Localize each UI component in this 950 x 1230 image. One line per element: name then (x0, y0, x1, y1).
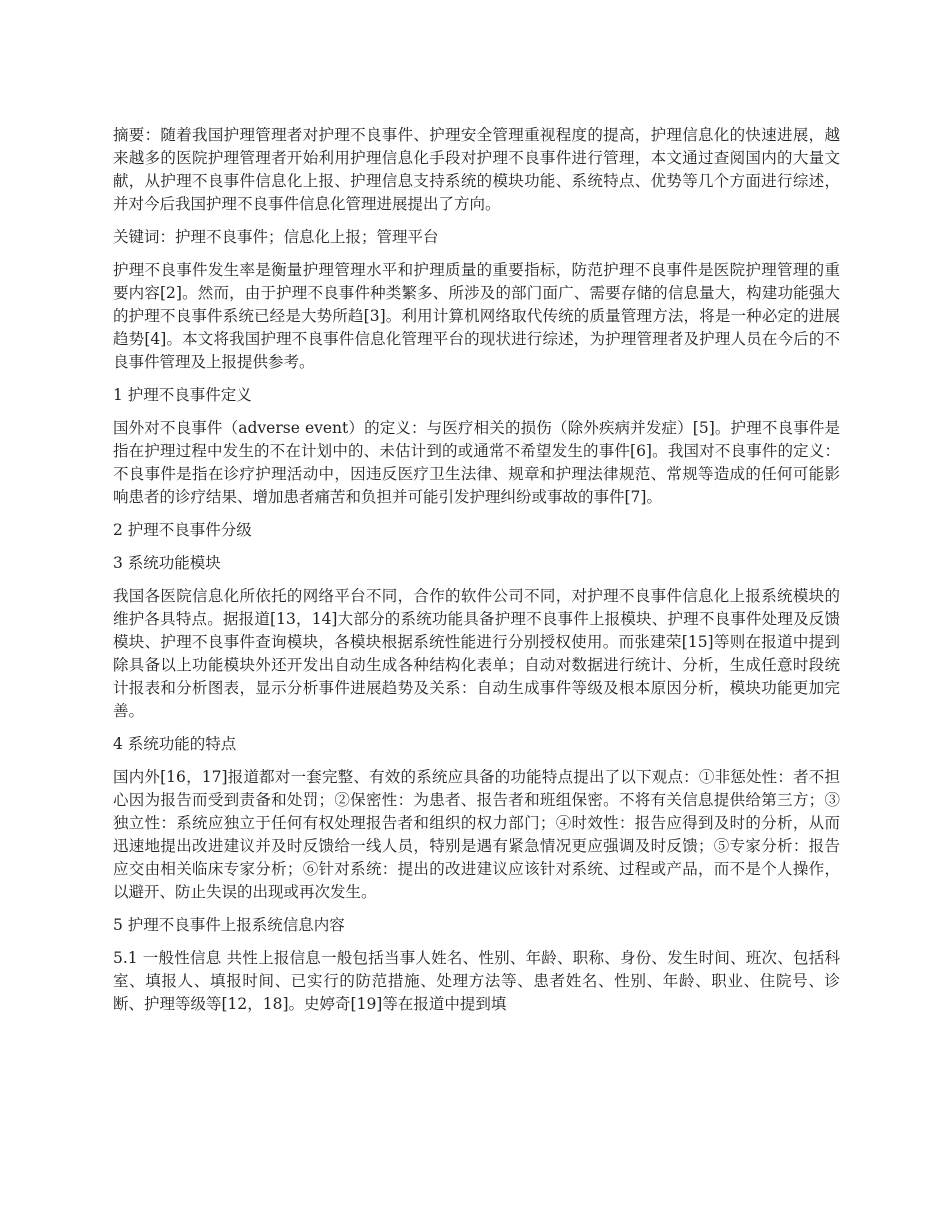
section-2-heading: 2 护理不良事件分级 (113, 521, 252, 539)
document-page (113, 124, 840, 1026)
section-4-body: 国内外[16，17]报道都对一套完整、有效的系统应具备的功能特点提出了以下观点：①非惩处性：者不担心因为报告而受到责备和处罚；②保密性：为患者、报告者和班组保密。不将有关信息提供给第三方；③独立性：系统应独立于任何有权处理报告者和组织的权力部门；④时效性：报告应得到及时的分析，从而迅速地提出改进建议并及时反馈给一线人员，特别是遇有紧急情况更应强调及时反馈；⑤专家分析：报告应交由相关临床专家分析；⑥针对系统：提出的改进建议应该针对系统、过程或产品，而不是个人操作，以避开、防止失误的出现或再次发生。 (113, 768, 840, 901)
section-3-heading: 3 系统功能模块 (113, 554, 221, 572)
section-3-body: 我国各医院信息化所依托的网络平台不同，合作的软件公司不同，对护理不良事件信息化上报系统模块的维护各具特点。据报道[13，14]大部分的系统功能具备护理不良事件上报模块、护理不良事件处理及反馈模块、护理不良事件查询模块，各模块根据系统性能进行分别授权使用。而张建荣[15]等则在报道中提到除具备以上功能模块外还开发出自动生成各种结构化表单；自动对数据进行统计、分析，生成任意时段统计报表和分析图表，显示分析事件进展趋势及关系：自动生成事件等级及根本原因分析，模块功能更加完善。 (113, 587, 840, 720)
section-5-heading: 5 护理不良事件上报系统信息内容 (113, 916, 345, 934)
intro-paragraph: 护理不良事件发生率是衡量护理管理水平和护理质量的重要指标，防范护理不良事件是医院护理管理的重要内容[2]。然而，由于护理不良事件种类繁多、所涉及的部门面广、需要存储的信息量大，构建功能强大的护理不良事件系统已经是大势所趋[3]。利用计算机网络取代传统的质量管理方法，将是一种必定的进展趋势[4]。本文将我国护理不良事件信息化管理平台的现状进行综述，为护理管理者及护理人员在今后的不良事件管理及上报提供参考。 (113, 261, 840, 371)
section-1-heading: 1 护理不良事件定义 (113, 386, 252, 404)
keywords-line: 关键词：护理不良事件；信息化上报；管理平台 (113, 228, 439, 246)
abstract-paragraph: 摘要：随着我国护理管理者对护理不良事件、护理安全管理重视程度的提高，护理信息化的快速进展，越来越多的医院护理管理者开始利用护理信息化手段对护理不良事件进行管理，本文通过查阅国内的大量文献，从护理不良事件信息化上报、护理信息支持系统的模块功能、系统特点、优势等几个方面进行综述，并对今后我国护理不良事件信息化管理进展提出了方向。 (113, 126, 840, 213)
section-5-1-body: 5.1 一般性信息 共性上报信息一般包括当事人姓名、性别、年龄、职称、身份、发生时间、班次、包括科室、填报人、填报时间、已实行的防范措施、处理方法等、患者姓名、性别、年龄、职业、住院号、诊断、护理等级等[12，18]。史婷奇[19]等在报道中提到填 (113, 949, 840, 1013)
section-1-body: 国外对不良事件（adverse event）的定义：与医疗相关的损伤（除外疾病并发症）[5]。护理不良事件是指在护理过程中发生的不在计划中的、未估计到的或通常不希望发生的事件[6]。我国对不良事件的定义：不良事件是指在诊疗护理活动中，因违反医疗卫生法律、规章和护理法律规范、常规等造成的任何可能影响患者的诊疗结果、增加患者痛苦和负担并可能引发护理纠纷或事故的事件[7]。 (113, 419, 840, 506)
section-4-heading: 4 系统功能的特点 (113, 735, 237, 753)
